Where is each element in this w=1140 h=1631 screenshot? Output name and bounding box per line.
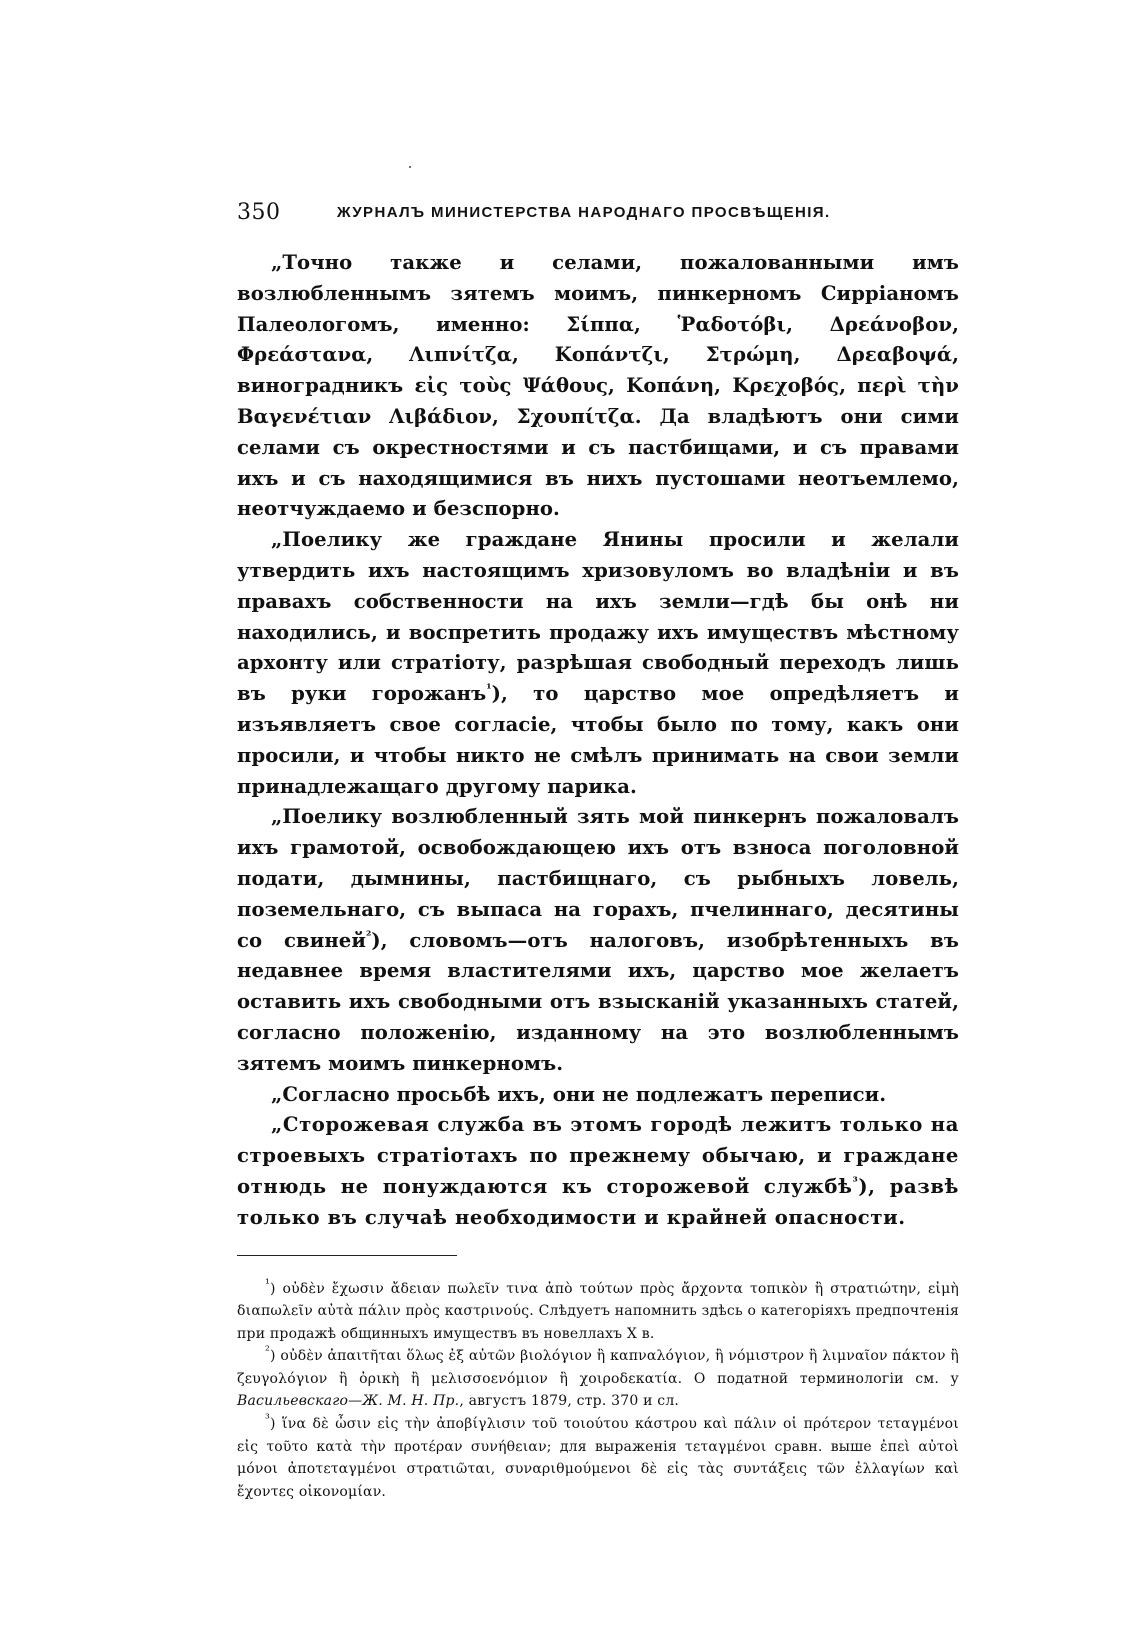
footnote-ref-2[interactable]: ² [366,928,372,942]
paragraph-4 [237,1080,959,1111]
paragraph-3 [237,802,959,1079]
paragraph-5 [237,1110,959,1233]
page-number: 350 [237,200,281,225]
footnote-2-tail: , августъ 1879, стр. 370 и сл. [459,1393,680,1410]
paragraph-4-text: „Согласно просьбѣ ихъ, они не подлежатъ переписи. [271,1082,887,1106]
footnote-1-mark: ¹ [265,1275,271,1290]
paragraph-2 [237,525,959,802]
footnote-2 [237,1345,959,1413]
footnote-separator [237,1255,457,1256]
footnote-ref-3[interactable]: ³ [852,1174,859,1189]
paragraph-2-tail: ), то царство мое опредѣляетъ и изъявляетъ свое согласіе, чтобы было по тому, какъ они просили, и чтобы никто не смѣлъ принимать на свои земли принадлежащаго другому парика. [237,682,959,798]
footnote-2-text: ) οὐδὲν ἀπαιτῆται ὅλως ἐξ αὐτῶν βιολόγιον ἢ καπναλόγιον, ἢ νόμιστρον ἢ λιμναῖον πάκτον ἢ ζευγολόγιον ἢ ὀρικὴ ἢ μελισσοενόμιον ἢ χοιροδεκατία. О податной терминологіи см. у [237,1348,959,1387]
page [237,200,959,1503]
footnote-1 [237,1275,959,1346]
paragraph-3-tail: ), словомъ—отъ налоговъ, изобрѣтенныхъ въ недавнее время властителями ихъ, царство мое желаетъ оставить ихъ свободными отъ взысканій указанныхъ статей, согласно положенію, изданному на это возлюбленнымъ зятемъ моимъ пинкерномъ. [237,928,960,1075]
footnotes [237,1275,959,1504]
footnote-ref-1[interactable]: ¹ [486,681,492,696]
paragraph-3-text: „Поелику возлюбленный зять мой пинкернъ пожаловалъ ихъ грамотой, освобождающею ихъ отъ взноса поголовной подати, дымнины, пастбищнаго, съ рыбныхъ ловель, поземельнаго, съ выпаса на горахъ, пчелиннаго, десятины со свиней [237,805,959,952]
paragraph-2-text: „Поелику же граждане Янины просили и желали утвердить ихъ настоящимъ хризовуломъ во владѣніи и въ правахъ собственности на ихъ земли—гдѣ бы онѣ ни находились, и воспретить продажу ихъ имуществъ мѣстному архонту или стратіоту, разрѣшая свободный переходъ лишь въ руки горожанъ [237,528,959,706]
footnote-2-citation: Васильевскаго—Ж. М. Н. Пр. [237,1393,460,1410]
running-title: ЖУРНАЛЪ МИНИСТЕРСТВА НАРОДНАГО ПРОСВѢЩЕНІЯ. [337,204,831,221]
footnote-3-mark: ³ [265,1411,271,1426]
footnote-3 [237,1413,959,1503]
stray-dot [409,166,411,168]
paragraph-1 [237,248,959,525]
footnote-3-text: ) ἵνα δὲ ὦσιν εἰς τὴν ἀποβίγλισιν τοῦ τοιούτου κάστρου καὶ πάλιν οἱ πρότερον τεταγμένοι εἰς τοῦτο κατὰ τὴν προτέραν συνήθειαν; для выраженія τεταγμένοι сравн. выше ἐπεὶ αὐτοὶ μόνοι ἀποτεταγμένοι στρατιῶται, συναριθμούμενοι δὲ εἰς τὰς συντάξεις τῶν ἐλλαγίων καὶ ἔχοντες οἰκονομίαν. [237,1416,959,1500]
paragraph-1-text: „Точно также и селами, пожалованными имъ возлюбленнымъ зятемъ моимъ, пинкерномъ Сирріаномъ Палеологомъ, именно: Σίππα, Ῥαδοτόβι, Δρεάνοβον, Φρεάστανα, Λιπνίτζα, Κοπάντζι, Στρώμη, Δρεαβοψά, виноградникъ εἰς τοὺς Ψάθους, Κοπάνη, Κρεχοβός, περὶ τὴν Βαγενέτιαν Λιβάδιον, Σχουπίτζα. Да владѣютъ они сими селами съ окрестностями и съ пастбищами, и съ правами ихъ и съ находящимися въ нихъ пустошами неотъемлемо, неотчуждаемо и безспорно. [237,251,959,521]
paragraph-5-tail: ), развѣ только въ случаѣ необходимости и крайней опасности. [237,1174,959,1229]
paragraph-5-text: „Сторожевая служба въ этомъ городѣ лежитъ только на строевыхъ стратіотахъ по прежнему обычаю, и граждане отнюдь не понуждаются къ сторожевой службѣ [237,1113,959,1198]
footnote-2-mark: ² [265,1343,271,1358]
footnote-1-text: ) οὐδὲν ἔχωσιν ἄδειαν πωλεῖν τινα ἀπὸ τούτων πρὸς ἄρχοντα τοπικὸν ἢ στρατιώτην, εἰμὴ διαπωλεῖν αὐτὰ πάλιν πρὸς καστρινούς. Слѣдуетъ напомнить здѣсь о категоріяхъ предпочтенія при продажѣ общинныхъ имуществъ въ новеллахъ X в. [237,1280,959,1342]
page-header [237,200,959,232]
body-text [237,248,959,1234]
